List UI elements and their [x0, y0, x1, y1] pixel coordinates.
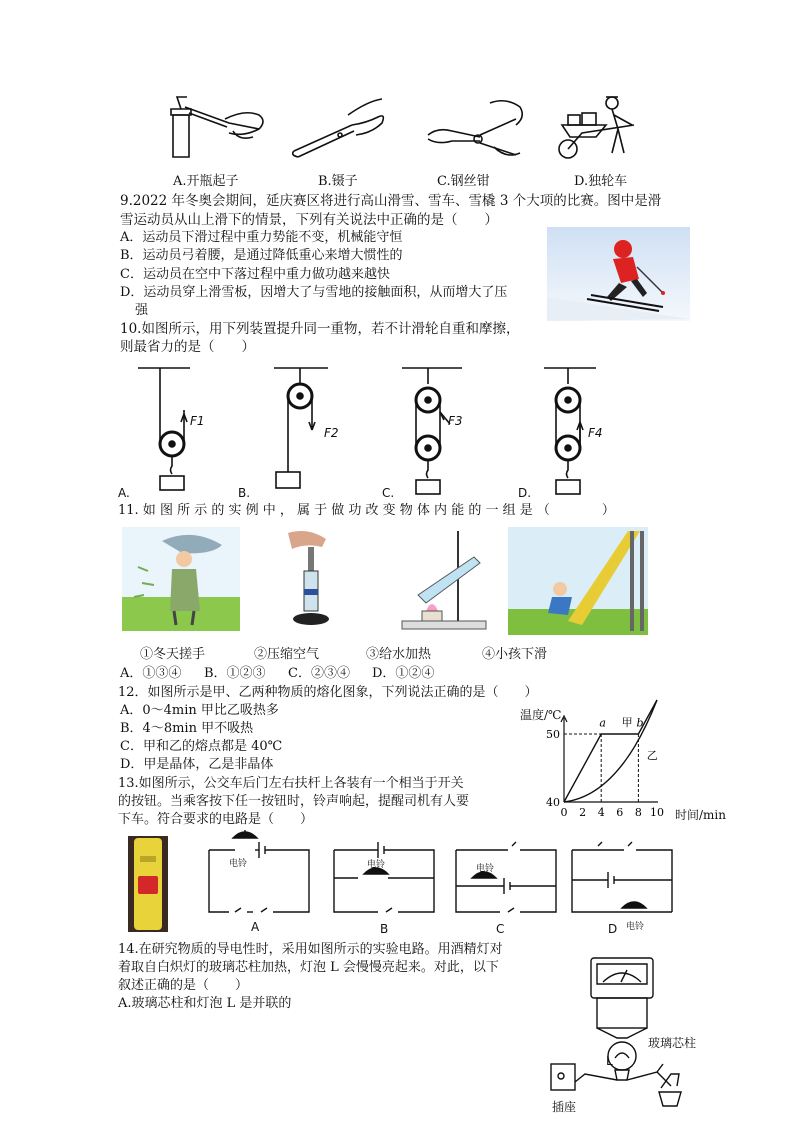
q11-caption-4: ④小孩下滑 [482, 647, 548, 662]
q12-option-a: A．0～4min 甲比乙吸热多 [120, 703, 279, 718]
pulley-setup-d [540, 362, 630, 497]
q14-line3: 叙述正确的是（ ） [118, 978, 249, 993]
pulley-setup-b [264, 362, 354, 497]
photo-child-sliding [508, 527, 648, 635]
q12-option-d: D．甲是晶体，乙是非晶体 [120, 757, 274, 772]
skier-photo [547, 227, 690, 321]
circuit-d-bell-label: 电铃 [626, 922, 645, 932]
tweezers-illustration [288, 95, 388, 160]
circuit-b [330, 830, 440, 922]
x-tick-label: 2 [579, 806, 587, 819]
pulley-label-c: C. [382, 486, 395, 500]
chart-x-label: 时间/min [675, 808, 726, 822]
q10-stem-line1: 10.如图所示，用下列装置提升同一重物，若不计滑轮自重和摩擦， [120, 321, 520, 337]
q11-option-a: A．①③④ [120, 666, 182, 681]
series-line-1 [564, 700, 657, 802]
q13-line3: 下车。符合要求的电路是（ ） [118, 812, 314, 827]
circuit-a [205, 830, 315, 922]
q13-line1: 13.如图所示，公交车后门左右扶杆上各装有一个相当于开关 [118, 776, 464, 791]
q12-option-c: C．甲和乙的熔点都是 40℃ [120, 739, 283, 754]
q11-option-c: C．②③④ [288, 666, 350, 681]
q9-stem-line1: 9.2022 年冬奥会期间，延庆赛区将进行高山滑雪、雪车、雪橇 3 个大项的比赛。图中是滑 [120, 193, 662, 209]
x-tick-label: 8 [634, 806, 642, 819]
q14-line2: 着取自白炽灯的玻璃芯柱加热，灯泡 L 会慢慢亮起来。对此，以下 [118, 960, 499, 975]
q9-option-b: B．运动员弓着腰，是通过降低重心来增大惯性的 [120, 248, 403, 263]
q13-line2: 的按钮。当乘客按下任一按钮时，铃声响起，提醒司机有人要 [118, 794, 470, 809]
q14-option-a: A.玻璃芯柱和灯泡 L 是并联的 [118, 996, 292, 1011]
socket-label: 插座 [552, 1100, 577, 1114]
q12-stem: 12．如图所示是甲、乙两种物质的熔化图象，下列说法正确的是（ ） [118, 685, 538, 700]
circuit-a-bell-label: 电铃 [229, 859, 248, 869]
q9-option-d-line1: D．运动员穿上滑雪板，因增大了与雪地的接触面积，从而增大了压 [120, 285, 508, 300]
photo-heating-water [398, 527, 492, 635]
q10-stem-line2: 则最省力的是（ ） [120, 339, 255, 355]
pulley-setup-a [130, 362, 220, 497]
x-tick-label: 0 [560, 806, 568, 819]
force-f3-label: F3 [448, 414, 463, 428]
wire-pliers-illustration [420, 95, 530, 160]
circuit-d [568, 830, 678, 922]
pulley-label-d: D. [518, 486, 532, 500]
bus-button-photo [128, 836, 168, 932]
force-f1-label: F1 [190, 414, 205, 428]
q8-option-d: D.独轮车 [574, 174, 628, 189]
x-tick-label: 4 [597, 806, 605, 819]
circuit-label-a: A [251, 920, 260, 934]
pulley-label-b: B. [238, 486, 251, 500]
point-label-b: b [636, 716, 644, 730]
q11-option-d: D．①②④ [372, 666, 435, 681]
chart-y-label: 温度/℃ [520, 708, 562, 722]
circuit-c [452, 830, 562, 922]
lamp-label: L [606, 1054, 613, 1068]
circuit-c-bell-label: 电铃 [476, 864, 495, 874]
photo-compressing-air [282, 527, 342, 635]
force-f2-label: F2 [324, 426, 339, 440]
q8-option-b: B.镊子 [318, 174, 358, 189]
series-name-label: 乙 [646, 749, 658, 763]
q9-option-d-line2: 强 [135, 303, 149, 318]
glass-core-label: 玻璃芯柱 [648, 1036, 697, 1050]
q14-line1: 14.在研究物质的导电性时，采用如图所示的实验电路。用酒精灯对 [118, 942, 503, 957]
q11-caption-2: ②压缩空气 [254, 647, 320, 662]
conductivity-apparatus [545, 952, 725, 1112]
q11-caption-3: ③给水加热 [366, 647, 432, 662]
y-tick-label: 40 [546, 796, 560, 809]
pulley-label-a: A. [118, 486, 130, 500]
y-tick-label: 50 [546, 728, 560, 741]
wheelbarrow-illustration [552, 95, 652, 160]
force-f4-label: F4 [588, 426, 603, 440]
point-label-a: a [599, 716, 606, 730]
q11-option-b: B．①②③ [204, 666, 266, 681]
photo-rubbing-hands [122, 527, 240, 631]
circuit-label-c: C [496, 922, 505, 936]
q8-option-a: A.开瓶起子 [173, 174, 239, 189]
circuit-b-bell-label: 电铃 [367, 860, 386, 870]
pulley-setup-c [398, 362, 488, 497]
circuit-label-d: D [608, 922, 618, 936]
q9-stem-line2: 雪运动员从山上滑下的情景，下列有关说法中正确的是（ ） [120, 212, 498, 228]
q9-option-c: C．运动员在空中下落过程中重力做功越来越快 [120, 267, 390, 282]
q9-option-a: A．运动员下滑过程中重力势能不变，机械能守恒 [120, 230, 403, 245]
series-line-2 [564, 700, 657, 802]
q11-stem: 11. 如 图 所 示 的 实 例 中 ， 属 于 做 功 改 变 物 体 内 能 的 一 组 是 （ ） [118, 503, 615, 518]
q8-option-c: C.钢丝钳 [437, 174, 490, 189]
q12-option-b: B．4～8min 甲不吸热 [120, 721, 254, 736]
q11-caption-1: ①冬天搓手 [140, 647, 206, 662]
series-name-label: 甲 [621, 715, 633, 729]
x-tick-label: 6 [616, 806, 624, 819]
bottle-opener-illustration [155, 95, 265, 160]
circuit-label-b: B [380, 922, 389, 936]
x-tick-label: 10 [650, 806, 664, 819]
